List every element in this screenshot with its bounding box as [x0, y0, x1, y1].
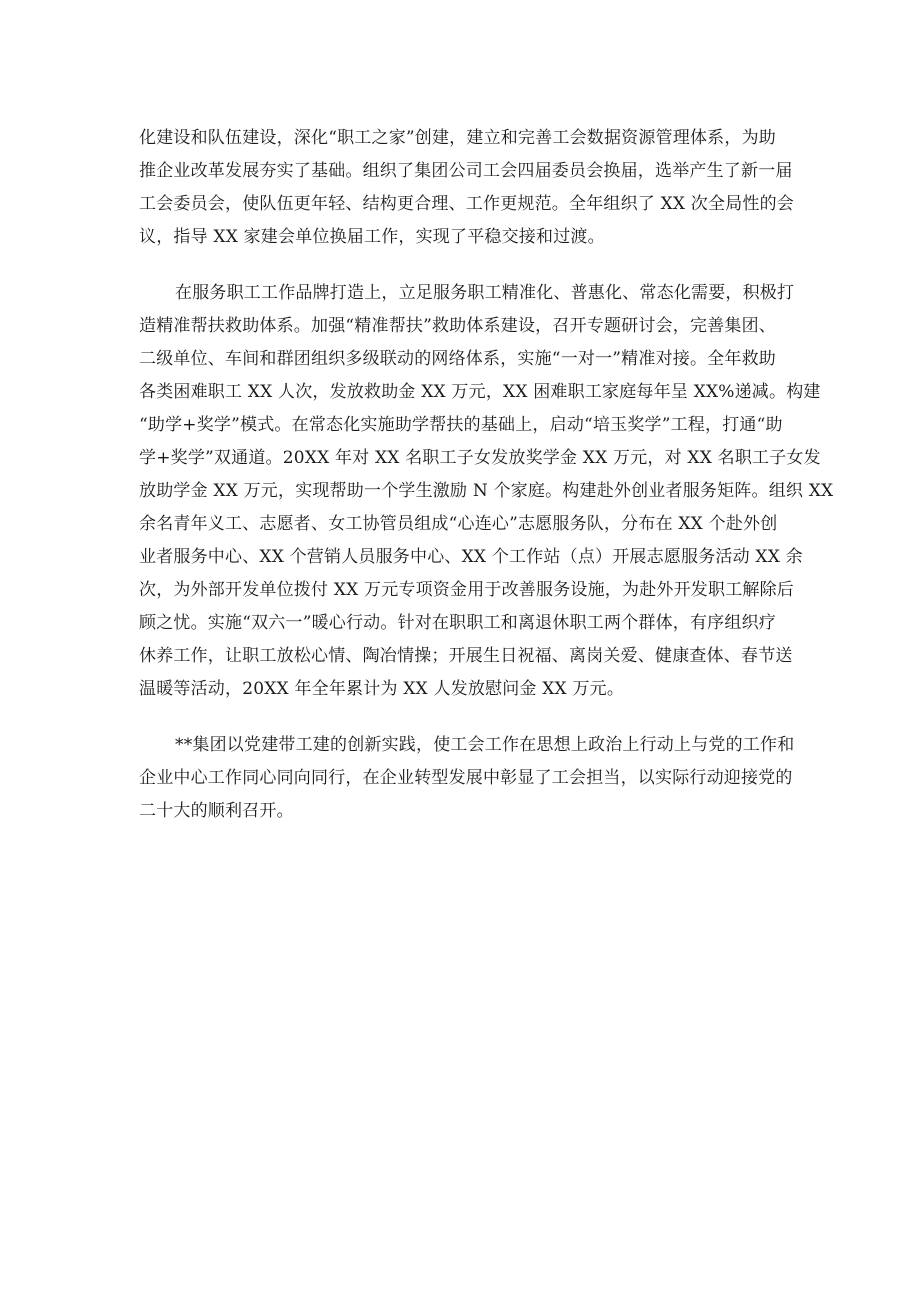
paragraph-spacer — [139, 706, 789, 729]
document-body — [139, 122, 834, 828]
text-line: 化建设和队伍建设，深化“职工之家”创建，建立和完善工会数据资源管理体系，为助 — [139, 128, 776, 148]
paragraph-3 — [139, 729, 795, 828]
text-line: 二级单位、车间和群团组织多级联动的网络体系，实施“一对一”精准对接。全年救助 — [139, 349, 776, 369]
text-line: **集团以党建带工建的创新实践，使工会工作在思想上政治上行动上与党的工作和 — [175, 735, 795, 755]
paragraph-spacer — [139, 254, 789, 277]
text-line: 学+奖学”双通道。20XX 年对 XX 名职工子女发放奖学金 XX 万元，对 XX 名职工子女发 — [139, 448, 821, 468]
text-line: 各类困难职工 XX 人次，发放救助金 XX 万元，XX 困难职工家庭每年呈 XX%递减。构建 — [139, 382, 821, 402]
text-line: 造精准帮扶救助体系。加强“精准帮扶”救助体系建设，召开专题研讨会，完善集团、 — [139, 316, 776, 336]
text-line: 顾之忧。实施“双六一”暖心行动。针对在职职工和离退休职工两个群体，有序组织疗 — [139, 613, 776, 633]
paragraph-1 — [139, 122, 795, 254]
text-line: 业者服务中心、XX 个营销人员服务中心、XX 个工作站（点）开展志愿服务活动 XX 余 — [139, 547, 803, 567]
text-line: 企业中心工作同心同向同行，在企业转型发展中彰显了工会担当，以实际行动迎接党的 — [139, 768, 793, 788]
text-line: “助学+奖学”模式。在常态化实施助学帮扶的基础上，启动“培玉奖学”工程，打通“助 — [139, 415, 783, 435]
text-line: 休养工作，让职工放松心情、陶冶情操；开展生日祝福、离岗关爱、健康查体、春节送 — [139, 646, 793, 666]
paragraph-2 — [139, 277, 834, 706]
text-line: 放助学金 XX 万元，实现帮助一个学生激励 N 个家庭。构建赴外创业者服务矩阵。组织 XX — [139, 481, 834, 501]
text-line: 议，指导 XX 家建会单位换届工作，实现了平稳交接和过渡。 — [139, 227, 605, 247]
text-line: 二十大的顺利召开。 — [139, 801, 294, 821]
text-line: 推企业改革发展夯实了基础。组织了集团公司工会四届委员会换届，选举产生了新一届 — [139, 161, 793, 181]
text-line: 在服务职工工作品牌打造上，立足服务职工精准化、普惠化、常态化需要，积极打 — [175, 283, 795, 303]
text-line: 工会委员会，使队伍更年轻、结构更合理、工作更规范。全年组织了 XX 次全局性的会 — [139, 194, 795, 214]
text-line: 次，为外部开发单位拨付 XX 万元专项资金用于改善服务设施，为赴外开发职工解除后 — [139, 580, 795, 600]
text-line: 温暖等活动，20XX 年全年累计为 XX 人发放慰问金 XX 万元。 — [139, 679, 625, 699]
text-line: 余名青年义工、志愿者、女工协管员组成“心连心”志愿服务队，分布在 XX 个赴外创 — [139, 514, 778, 534]
